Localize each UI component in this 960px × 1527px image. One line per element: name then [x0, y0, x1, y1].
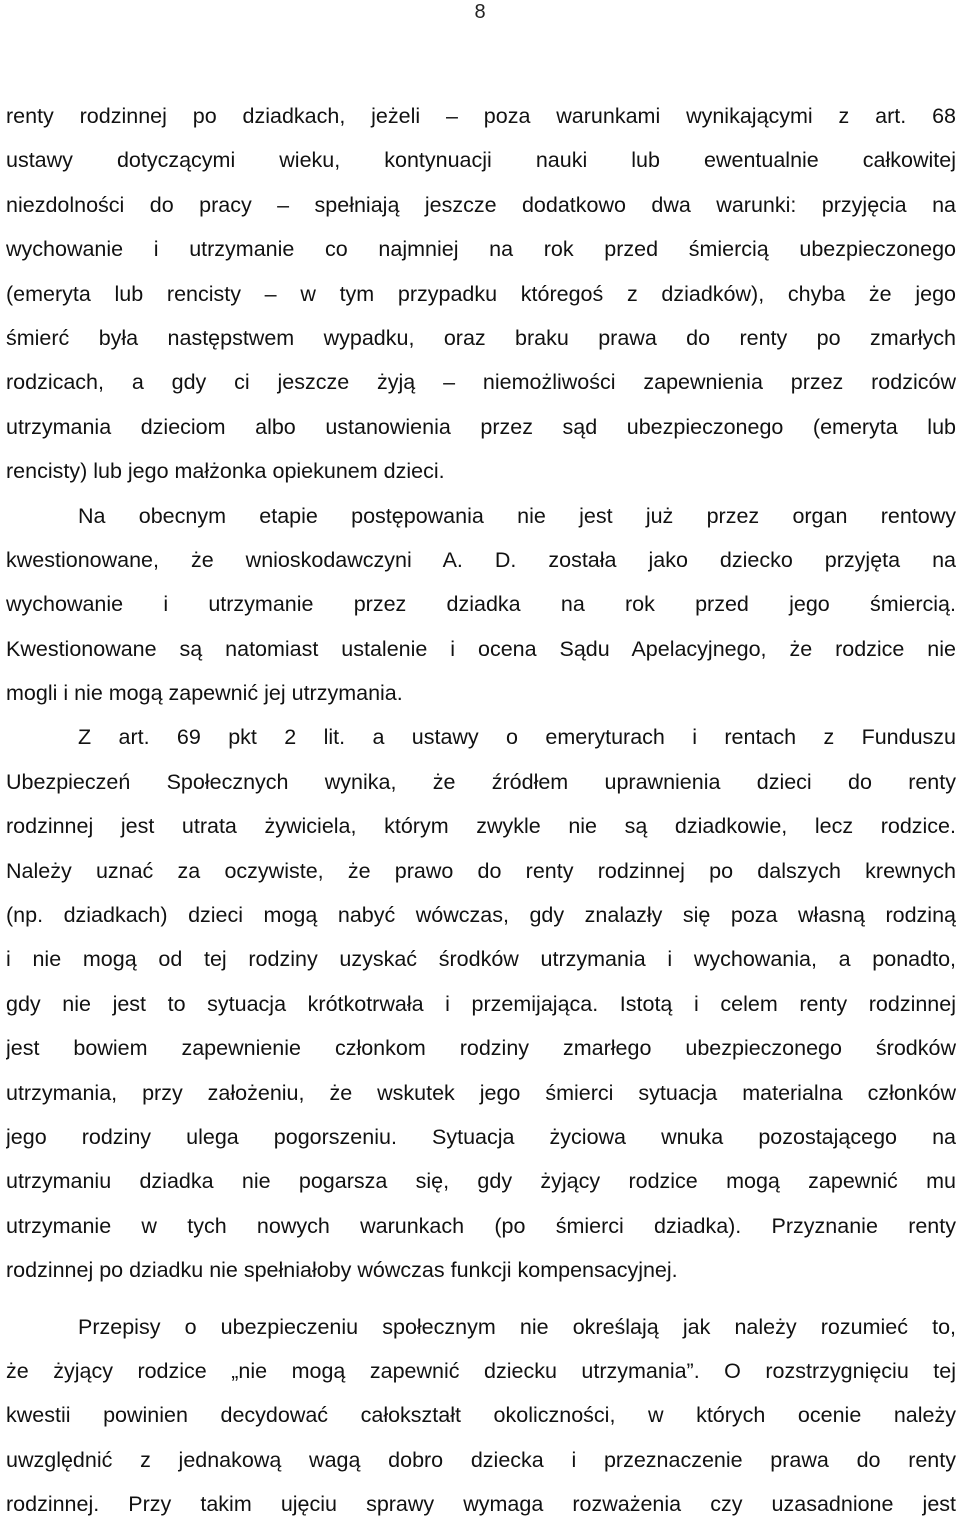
text-line: śmierć była następstwem wypadku, oraz braku prawa do renty po zmarłych [6, 325, 956, 350]
text-line: niezdolności do pracy – spełniają jeszcze dodatkowo dwa warunki: przyjęcia na [6, 192, 956, 217]
text-line: Ubezpieczeń Społecznych wynika, że źródłem uprawnienia dzieci do renty [6, 769, 956, 794]
text-line: rodzicach, a gdy ci jeszcze żyją – niemożliwości zapewnienia przez rodziców [6, 370, 956, 395]
page-number: 8 [474, 1, 486, 23]
text-line: rencisty) lub jego małżonka opiekunem dzieci. [6, 459, 445, 484]
text-line: jest bowiem zapewnienie członkom rodziny zmarłego ubezpieczonego środków [6, 1036, 956, 1061]
text-line: wychowanie i utrzymanie przez dziadka na rok przed jego śmiercią. [6, 592, 956, 617]
paragraph-first-line: Z art. 69 pkt 2 lit. a ustawy o emeryturach i rentach z Funduszu [78, 725, 956, 750]
text-line: (emeryta lub rencisty – w tym przypadku któregoś z dziadków), chyba że jego [6, 281, 956, 306]
text-line: i nie mogą od tej rodziny uzyskać środków utrzymania i wychowania, a ponadto, [6, 947, 956, 972]
text-line: mogli i nie mogą zapewnić jej utrzymania. [6, 681, 403, 706]
paragraph-first-line: Na obecnym etapie postępowania nie jest już przez organ rentowy [78, 503, 956, 528]
text-line: rodzinnej jest utrata żywiciela, którym zwykle nie są dziadkowie, lecz rodzice. [6, 814, 956, 839]
text-line: rodzinnej. Przy takim ujęciu sprawy wymaga rozważenia czy uzasadnione jest [6, 1492, 956, 1517]
text-line: jego rodziny ulega pogorszeniu. Sytuacja życiowa wnuka pozostającego na [6, 1124, 956, 1149]
text-line: rodzinnej po dziadku nie spełniałoby wówczas funkcji kompensacyjnej. [6, 1258, 678, 1283]
paragraph-first-line: Przepisy o ubezpieczeniu społecznym nie określają jak należy rozumieć to, [78, 1314, 956, 1339]
text-line: renty rodzinnej po dziadkach, jeżeli – poza warunkami wynikającymi z art. 68 [6, 104, 956, 128]
text-line: utrzymaniu dziadka nie pogarsza się, gdy żyjący rodzice mogą zapewnić mu [6, 1169, 956, 1194]
paragraph-gap [6, 1293, 956, 1305]
text-line: Należy uznać za oczywiste, że prawo do renty rodzinnej po dalszych krewnych [6, 858, 956, 883]
text-line: kwestionowane, że wnioskodawczyni A. D. została jako dziecko przyjęta na [6, 547, 956, 572]
text-line: utrzymanie w tych nowych warunkach (po śmierci dziadka). Przyznanie renty [6, 1213, 956, 1238]
text-line: (np. dziadkach) dzieci mogą nabyć wówczas, gdy znalazły się poza własną rodziną [6, 903, 956, 928]
text-line: że żyjący rodzice „nie mogą zapewnić dziecku utrzymania”. O rozstrzygnięciu tej [6, 1358, 956, 1383]
text-line: uwzględnić z jednakową wagą dobro dziecka i przeznaczenie prawa do renty [6, 1447, 956, 1472]
text-line: Kwestionowane są natomiast ustalenie i ocena Sądu Apelacyjnego, że rodzice nie [6, 636, 956, 661]
text-line: wychowanie i utrzymanie co najmniej na rok przed śmiercią ubezpieczonego [6, 237, 956, 262]
document-body [6, 94, 956, 1527]
text-line: ustawy dotyczącymi wieku, kontynuacji nauki lub ewentualnie całkowitej [6, 148, 956, 173]
text-line: kwestii powinien decydować całokształt okoliczności, w których ocenie należy [6, 1403, 956, 1428]
text-line: utrzymania, przy założeniu, że wskutek jego śmierci sytuacja materialna członków [6, 1080, 956, 1105]
text-line: utrzymania dzieciom albo ustanowienia przez sąd ubezpieczonego (emeryta lub [6, 414, 956, 439]
text-line: gdy nie jest to sytuacja krótkotrwała i przemijająca. Istotą i celem renty rodzinnej [6, 991, 956, 1016]
